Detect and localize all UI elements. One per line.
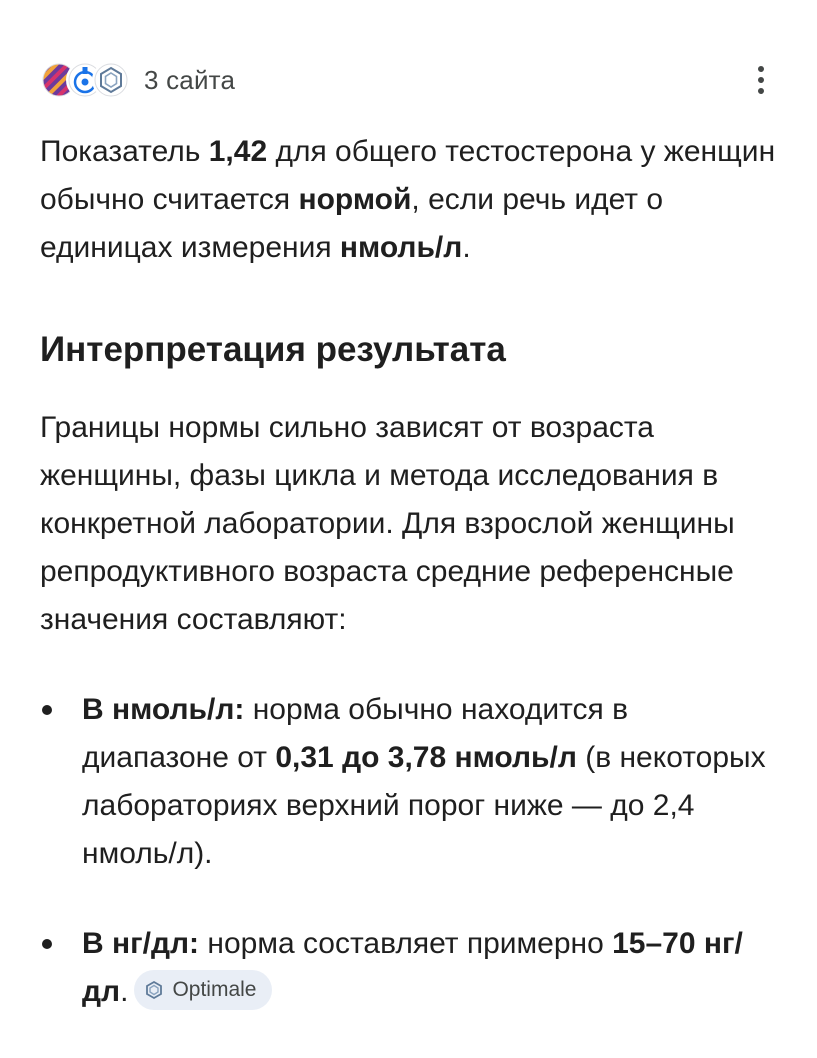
- section-title: Интерпретация результата: [40, 330, 506, 369]
- list-item: В нмоль/л: норма обычно находится в диапазоне от 0,31 до 3,78 нмоль/л (в некоторых лабораториях верхний порог ниже — до 2,4 нмоль/л).: [40, 686, 780, 878]
- list-item: В нг/дл: норма составляет примерно 15–70 нг/дл. Optimale: [40, 920, 780, 1016]
- optimale-hexagon-icon: [92, 61, 130, 99]
- sources-header: [40, 58, 777, 102]
- sources-count[interactable]: 3 сайта: [144, 64, 236, 95]
- reference-list: [40, 686, 780, 1016]
- source-favicons[interactable]: [40, 60, 130, 100]
- intro-paragraph: Показатель 1,42 для общего тестостерона у женщин обычно считается нормой, если речь идет о единицах измерения нмоль/л.: [40, 135, 776, 264]
- ai-answer: [40, 128, 780, 1058]
- more-vert-icon: [758, 66, 764, 72]
- chip-label: Optimale: [172, 978, 257, 1002]
- more-options-button[interactable]: [745, 58, 777, 102]
- source-chip-optimale[interactable]: [134, 970, 272, 1010]
- section-paragraph: Границы нормы сильно зависят от возраста женщины, фазы цикла и метода исследования в конкретной лаборатории. Для взрослой женщины репродуктивного возраста средние референсные значения составляют:: [40, 411, 735, 636]
- optimale-hexagon-icon: [144, 980, 164, 1000]
